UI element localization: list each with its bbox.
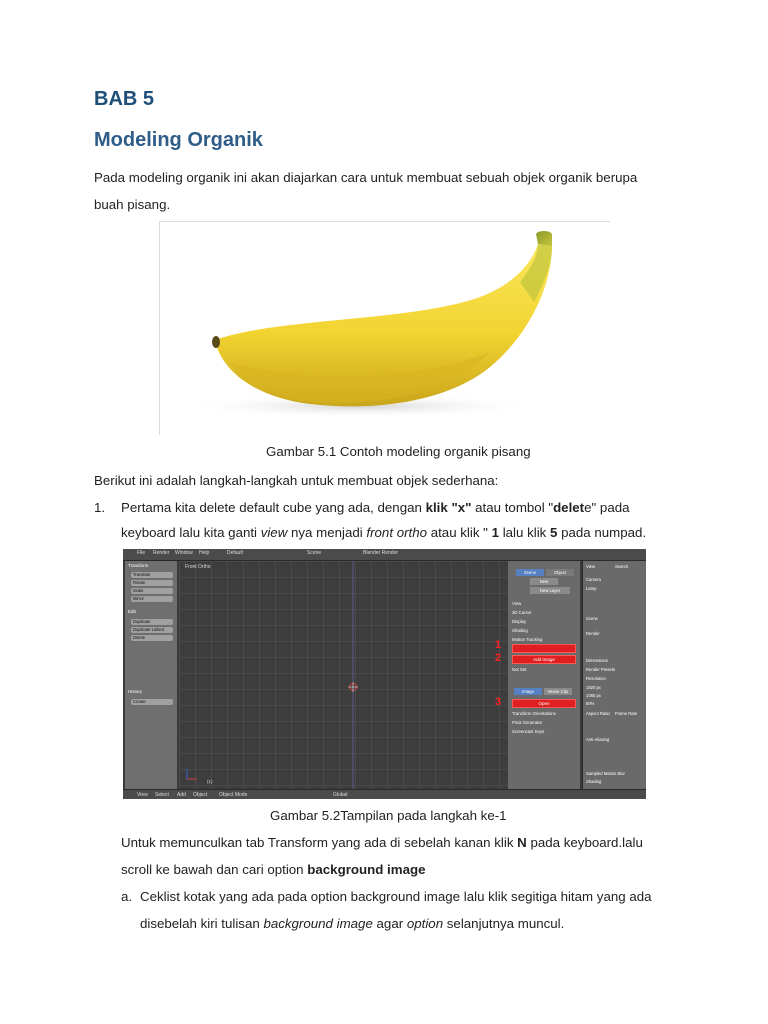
properties-n-panel [508, 561, 580, 789]
marker-2: 2 [495, 652, 502, 664]
step-1-text: nya menjadi [287, 525, 367, 540]
n-panel-row: Not Set [512, 667, 527, 672]
sub-a-option: option [406, 916, 444, 931]
scene-button: Scene [516, 569, 544, 576]
properties-row: 1920 px [586, 685, 601, 690]
chapter-heading: BAB 5 [94, 88, 155, 110]
n-panel-row: Pivot Generator [512, 720, 543, 725]
tool-shelf-history-label: History [128, 689, 143, 694]
banana-figure [159, 221, 610, 435]
new-button: New [530, 578, 558, 585]
n-panel-row: Screencast Keys [512, 729, 545, 734]
properties-row: Render [586, 631, 600, 636]
step-1-view: view [260, 525, 288, 540]
step-1-text: pada numpad. [557, 525, 647, 540]
marker-3: 3 [495, 696, 502, 708]
figure-1-caption: Gambar 5.1 Contoh modeling organik pisang [266, 444, 531, 459]
properties-row: Dimensions [586, 658, 608, 663]
menu-window: Window [175, 550, 193, 556]
properties-row: Aspect Ratio [586, 711, 610, 716]
frame-label: (1) [207, 779, 213, 784]
delete-button: Delete [131, 635, 173, 641]
n-panel-row: View [512, 601, 522, 606]
sub-a-line-1: Ceklist kotak yang ada pada option background image lalu klik segitiga hitam yang ada [140, 889, 652, 904]
background-image-option [512, 644, 576, 653]
sub-a-text: selanjutnya muncul. [443, 916, 565, 931]
properties-row: Shading [586, 779, 602, 784]
properties-row: Search [615, 564, 629, 569]
properties-row: 50% [586, 701, 595, 706]
movie-clip-tab: Movie Clip [544, 688, 572, 695]
step-1-text: keyboard lalu kita ganti [121, 525, 261, 540]
translate-button: Translate [131, 572, 173, 578]
properties-editor [582, 561, 646, 789]
paragraph-2-key-n: N [517, 835, 527, 850]
n-panel-row: 3D Cursor [512, 610, 532, 615]
properties-row: Resolution [586, 676, 606, 681]
open-button: Open [512, 699, 576, 708]
header-view: View [137, 792, 148, 798]
properties-row: View [586, 564, 596, 569]
menu-file: File [137, 550, 146, 556]
steps-intro: Berikut ini adalah langkah-langkah untuk membuat objek sederhana: [94, 473, 499, 488]
sub-a-text: agar [372, 916, 407, 931]
sub-a-text: disebelah kiri tulisan [140, 916, 264, 931]
n-panel-row: Display [512, 619, 527, 624]
image-tab: Image [514, 688, 542, 695]
figure-2-caption: Gambar 5.2Tampilan pada langkah ke-1 [270, 808, 507, 823]
object-button: Object [546, 569, 574, 576]
intro-paragraph-line-1: Pada modeling organik ini akan diajarkan cara untuk membuat sebuah objek organik berupa [94, 170, 638, 185]
step-1-key-5: 5 [550, 525, 558, 540]
sub-a-line-2 [140, 910, 564, 937]
blender-top-menu [123, 549, 646, 561]
3d-viewport [179, 561, 508, 789]
scale-button: Scale [131, 588, 173, 594]
new-layer-button: New Layer [530, 587, 570, 594]
step-1-text: Pertama kita delete default cube yang ada, dengan [121, 500, 426, 515]
step-1-key-1: 1 [491, 525, 500, 540]
step-1-key-x: klik "x" [425, 500, 472, 515]
menu-engine: Blender Render [363, 550, 399, 556]
paragraph-2-background-image: background image [307, 862, 426, 877]
duplicate-linked-button: Duplicate Linked [131, 627, 173, 633]
sub-a-background-image: background image [263, 916, 373, 931]
rotate-button: Rotate [131, 580, 173, 586]
viewport-header [123, 789, 646, 799]
duplicate-button: Duplicate [131, 619, 173, 625]
step-1-key-delete: delet [553, 500, 585, 515]
header-add: Add [177, 792, 186, 798]
step-1-text: lalu klik [499, 525, 551, 540]
header-object: Object [193, 792, 208, 798]
blender-screenshot [123, 549, 646, 799]
viewport-overlay [179, 561, 508, 789]
properties-row: Frame Rate [615, 711, 638, 716]
paragraph-2-text: scroll ke bawah dan cari option [121, 862, 308, 877]
tool-shelf-transform-label: Transform [128, 563, 149, 568]
menu-render: Render [153, 550, 170, 556]
marker-1: 1 [495, 639, 502, 651]
properties-row: Lamp [586, 586, 597, 591]
menu-scene: Scene [307, 550, 322, 556]
n-panel-row: Transform Orientations [512, 711, 556, 716]
step-1-front-ortho: front ortho [366, 525, 428, 540]
menu-layout: Default [227, 550, 243, 556]
mirror-button: Mirror [131, 596, 173, 602]
chapter-title: Modeling Organik [94, 129, 263, 151]
properties-row: 1080 px [586, 693, 601, 698]
step-1-line-1 [121, 494, 630, 521]
paragraph-2-line-1 [121, 829, 643, 856]
intro-paragraph-line-2: buah pisang. [94, 197, 171, 212]
header-orientation: Global [333, 792, 348, 798]
sub-a-letter: a. [121, 889, 133, 904]
tool-shelf-edit-label: Edit [128, 609, 136, 614]
step-1-text: atau tombol " [471, 500, 554, 515]
properties-row: Camera [586, 577, 601, 582]
step-1-text: e" pada [584, 500, 630, 515]
add-image-button: Add Image [512, 655, 576, 664]
step-1-number: 1. [94, 500, 106, 515]
banana-illustration [160, 222, 609, 434]
paragraph-2-text: pada keyboard.lalu [526, 835, 643, 850]
n-panel-row: Shading [512, 628, 528, 633]
properties-row: Scene [586, 616, 598, 621]
header-select: Select [155, 792, 169, 798]
create-button: Create [131, 699, 173, 705]
step-1-line-2 [121, 519, 646, 546]
properties-row: Sampled Motion Blur [586, 771, 625, 776]
header-object-mode: Object Mode [219, 792, 248, 798]
step-1-text: atau klik " [427, 525, 492, 540]
paragraph-2-text: Untuk memunculkan tab Transform yang ada di sebelah kanan klik [121, 835, 518, 850]
properties-row: Render Presets [586, 667, 616, 672]
viewport-label: Front Ortho [185, 564, 211, 570]
menu-help: Help [199, 550, 210, 556]
tool-shelf [125, 561, 177, 789]
properties-row: Anti-Aliasing [586, 737, 610, 742]
n-panel-row: Motion Tracking [512, 637, 543, 642]
paragraph-2-line-2 [121, 856, 425, 883]
